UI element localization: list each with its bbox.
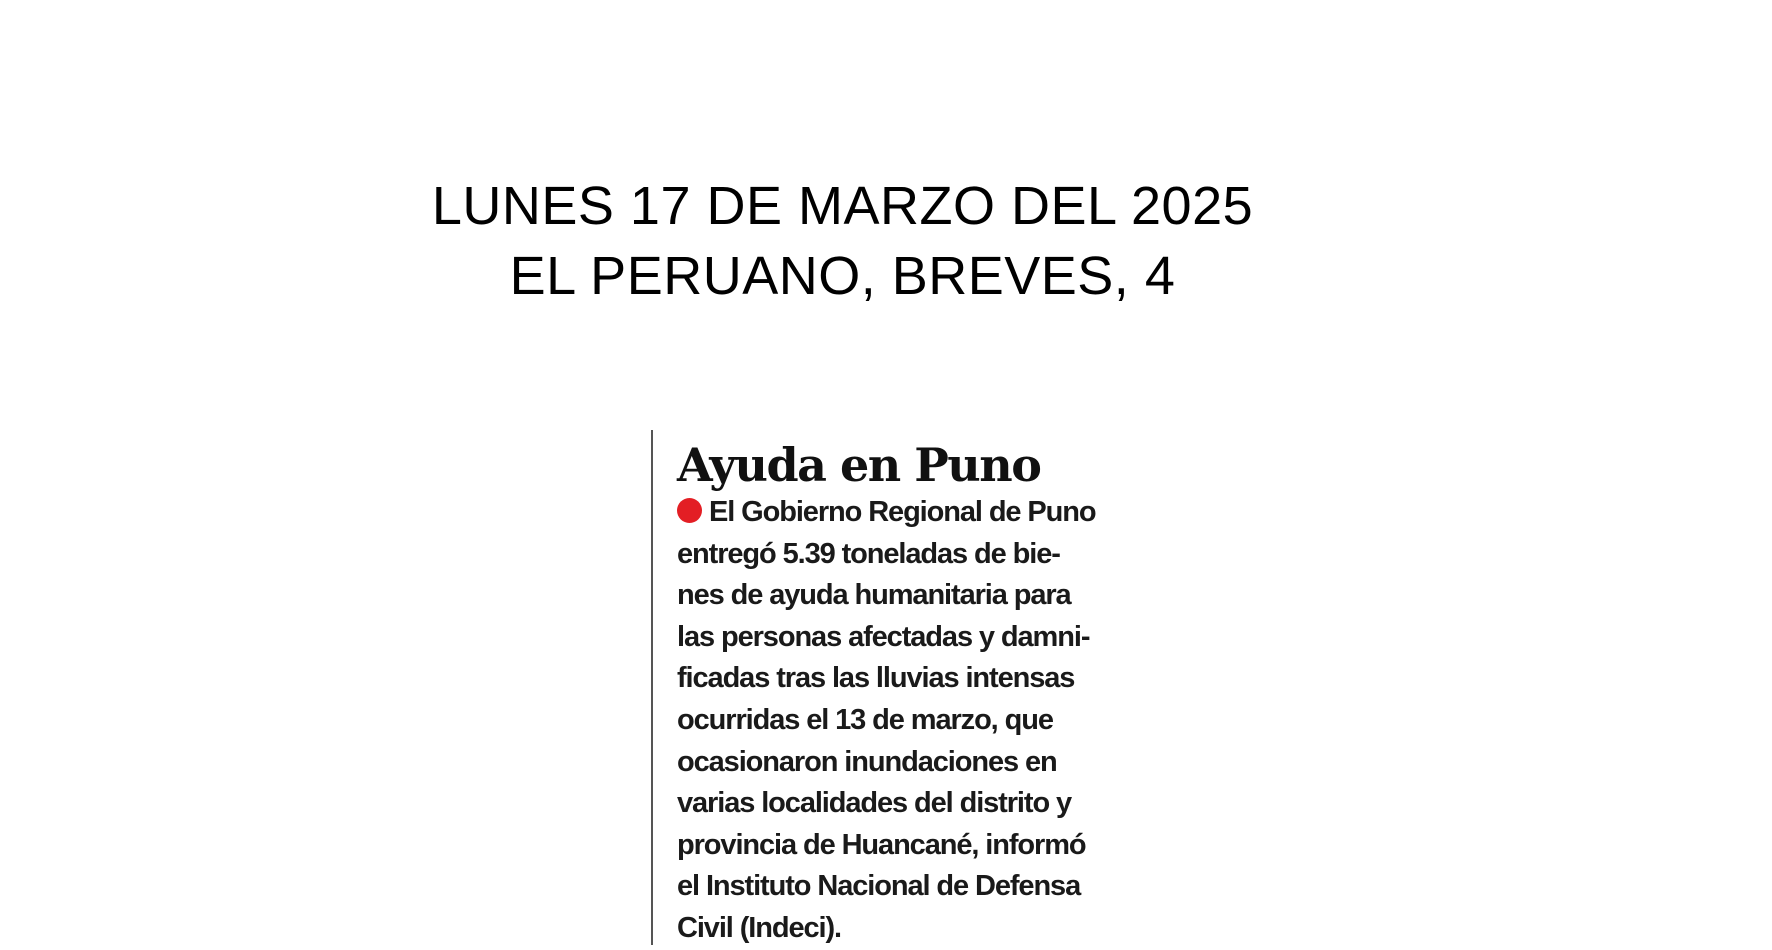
column-rule (651, 430, 653, 945)
article-line: el Instituto Nacional de Defensa (677, 870, 1081, 903)
article-line: provincia de Huancané, informó (677, 828, 1086, 861)
article-line: ocasionaron inundaciones en (677, 745, 1057, 778)
article-line: ocurridas el 13 de marzo, que (677, 703, 1053, 736)
article-line: nes de ayuda humanitaria para (677, 579, 1071, 612)
article-line: Civil (Indeci). (677, 911, 841, 944)
article (677, 432, 1137, 950)
article-line (677, 492, 1137, 534)
red-bullet-icon (677, 498, 702, 523)
article-line-text: El Gobierno Regional de Puno (709, 496, 1096, 528)
article-line: las personas afectadas y damni- (677, 620, 1090, 653)
article-headline: Ayuda en Puno (677, 438, 1041, 492)
article-line: varias localidades del distrito y (677, 787, 1072, 820)
article-body (677, 492, 1137, 950)
article-line: ficadas tras las lluvias intensas (677, 662, 1075, 695)
article-line: entregó 5.39 toneladas de bie- (677, 537, 1060, 570)
header-date: LUNES 17 DE MARZO DEL 2025 (431, 176, 1254, 236)
header-source: EL PERUANO, BREVES, 4 (509, 246, 1176, 306)
